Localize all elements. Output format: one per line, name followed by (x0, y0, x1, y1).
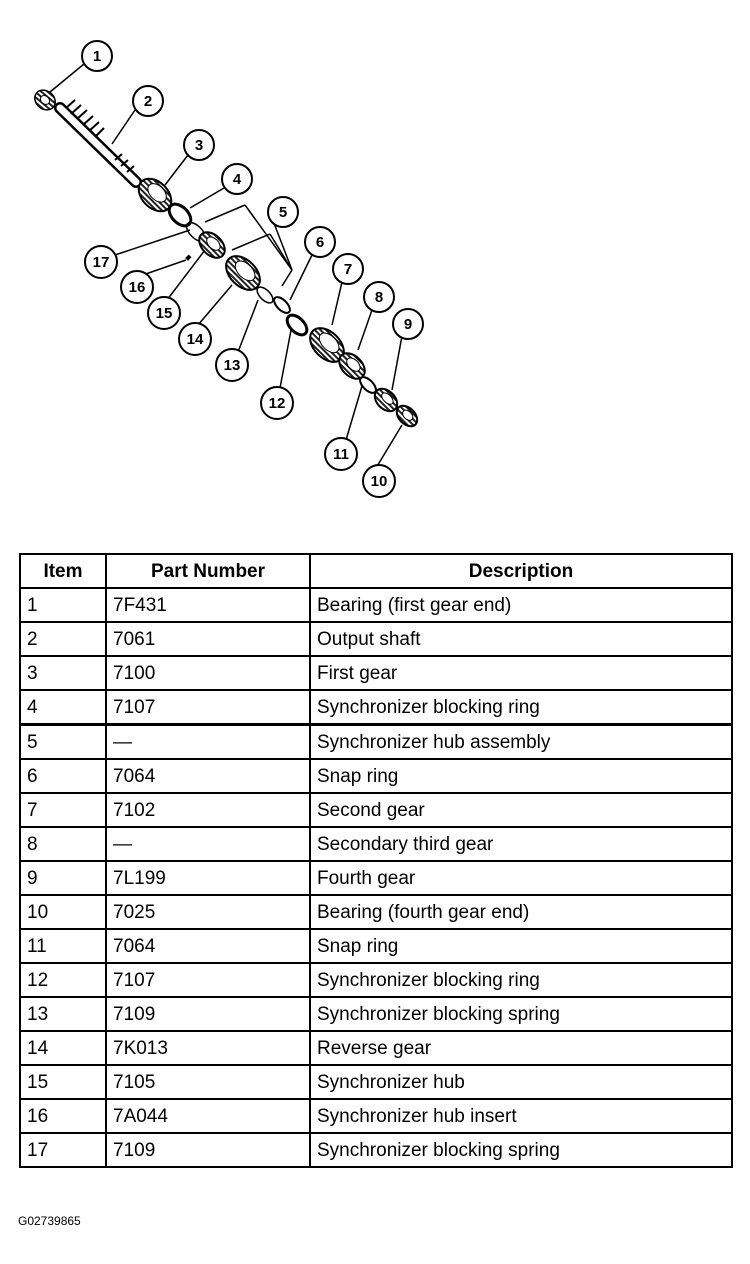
table-row (20, 690, 732, 725)
table-row (20, 895, 732, 929)
table-row (20, 1099, 732, 1133)
cell-item: 13 (20, 997, 106, 1031)
callout-6 (305, 227, 335, 257)
output-shaft-part (60, 100, 136, 182)
svg-text:5: 5 (278, 204, 288, 221)
svg-text:10: 10 (370, 473, 388, 490)
callout-17 (85, 246, 117, 278)
cell-item: 17 (20, 1133, 106, 1167)
cell-item: 11 (20, 929, 106, 963)
cell-description: Synchronizer hub (310, 1065, 732, 1099)
cell-description: First gear (310, 656, 732, 690)
callout-11 (325, 438, 357, 470)
cell-description: Snap ring (310, 759, 732, 793)
cell-part-number: — (106, 725, 310, 760)
header-part-number: Part Number (106, 554, 310, 588)
cell-item: 3 (20, 656, 106, 690)
cell-item: 5 (20, 725, 106, 760)
svg-text:13: 13 (223, 357, 241, 374)
table-row (20, 1065, 732, 1099)
cell-item: 2 (20, 622, 106, 656)
table-row (20, 656, 732, 690)
cell-description: Reverse gear (310, 1031, 732, 1065)
snap-ring-part-6 (271, 294, 292, 315)
cell-description: Synchronizer hub insert (310, 1099, 732, 1133)
cell-item: 16 (20, 1099, 106, 1133)
table-row (20, 929, 732, 963)
table-row (20, 827, 732, 861)
cell-description: Fourth gear (310, 861, 732, 895)
cell-description: Synchronizer hub assembly (310, 725, 732, 760)
callout-9 (393, 309, 423, 339)
cell-description: Synchronizer blocking spring (310, 997, 732, 1031)
cell-description: Second gear (310, 793, 732, 827)
cell-description: Bearing (first gear end) (310, 588, 732, 622)
cell-item: 7 (20, 793, 106, 827)
table-row (20, 1031, 732, 1065)
svg-text:2: 2 (143, 93, 153, 110)
callout-5 (268, 197, 298, 227)
svg-text:4: 4 (232, 171, 242, 188)
cell-item: 12 (20, 963, 106, 997)
cell-part-number: 7064 (106, 759, 310, 793)
callout-3 (184, 130, 214, 160)
table-row (20, 759, 732, 793)
cell-part-number: 7107 (106, 963, 310, 997)
table-row (20, 793, 732, 827)
table-row (20, 963, 732, 997)
svg-text:7: 7 (343, 261, 353, 278)
cell-item: 10 (20, 895, 106, 929)
svg-text:14: 14 (186, 331, 204, 348)
svg-text:6: 6 (315, 234, 325, 251)
hub-insert-part (185, 254, 191, 260)
table-row (20, 997, 732, 1031)
cell-part-number: 7064 (106, 929, 310, 963)
callout-16 (121, 271, 153, 303)
table-row (20, 622, 732, 656)
cell-item: 9 (20, 861, 106, 895)
parts-table-body (20, 588, 732, 1167)
callout-7 (333, 254, 363, 284)
svg-text:16: 16 (128, 279, 146, 296)
svg-text:12: 12 (268, 395, 286, 412)
callout-4 (222, 164, 252, 194)
callout-2 (133, 86, 163, 116)
cell-description: Snap ring (310, 929, 732, 963)
cell-description: Synchronizer blocking spring (310, 1133, 732, 1167)
cell-part-number: — (106, 827, 310, 861)
cell-description: Synchronizer blocking ring (310, 963, 732, 997)
cell-part-number: 7107 (106, 690, 310, 725)
cell-item: 6 (20, 759, 106, 793)
svg-text:17: 17 (92, 254, 110, 271)
header-item: Item (20, 554, 106, 588)
cell-part-number: 7061 (106, 622, 310, 656)
cell-item: 14 (20, 1031, 106, 1065)
cell-item: 1 (20, 588, 106, 622)
callout-13 (216, 349, 248, 381)
table-header-row (20, 554, 732, 588)
cell-item: 4 (20, 690, 106, 725)
cell-item: 15 (20, 1065, 106, 1099)
cell-part-number: 7109 (106, 1133, 310, 1167)
blocking-ring-part-12 (284, 312, 311, 339)
table-row (20, 861, 732, 895)
cell-part-number: 7102 (106, 793, 310, 827)
cell-description: Synchronizer blocking ring (310, 690, 732, 725)
svg-text:8: 8 (374, 289, 384, 306)
parts-table (19, 553, 733, 1168)
callout-15 (148, 297, 180, 329)
callout-14 (179, 323, 211, 355)
cell-part-number: 7100 (106, 656, 310, 690)
svg-text:1: 1 (92, 48, 102, 65)
table-row (20, 725, 732, 760)
cell-part-number: 7L199 (106, 861, 310, 895)
cell-item: 8 (20, 827, 106, 861)
cell-description: Output shaft (310, 622, 732, 656)
svg-text:11: 11 (333, 446, 349, 463)
cell-description: Secondary third gear (310, 827, 732, 861)
exploded-view-diagram (0, 0, 750, 540)
callout-1 (82, 41, 112, 71)
table-row (20, 588, 732, 622)
cell-part-number: 7109 (106, 997, 310, 1031)
reverse-gear-part (220, 250, 267, 297)
cell-part-number: 7F431 (106, 588, 310, 622)
callout-10 (363, 465, 395, 497)
svg-text:9: 9 (403, 316, 413, 333)
cell-part-number: 7025 (106, 895, 310, 929)
table-row (20, 1133, 732, 1167)
figure-id: G02739865 (18, 1214, 81, 1228)
cell-part-number: 7105 (106, 1065, 310, 1099)
callout-12 (261, 387, 293, 419)
callout-8 (364, 282, 394, 312)
svg-text:15: 15 (155, 305, 173, 322)
cell-part-number: 7A044 (106, 1099, 310, 1133)
cell-description: Bearing (fourth gear end) (310, 895, 732, 929)
svg-text:3: 3 (194, 137, 204, 154)
cell-part-number: 7K013 (106, 1031, 310, 1065)
header-description: Description (310, 554, 732, 588)
